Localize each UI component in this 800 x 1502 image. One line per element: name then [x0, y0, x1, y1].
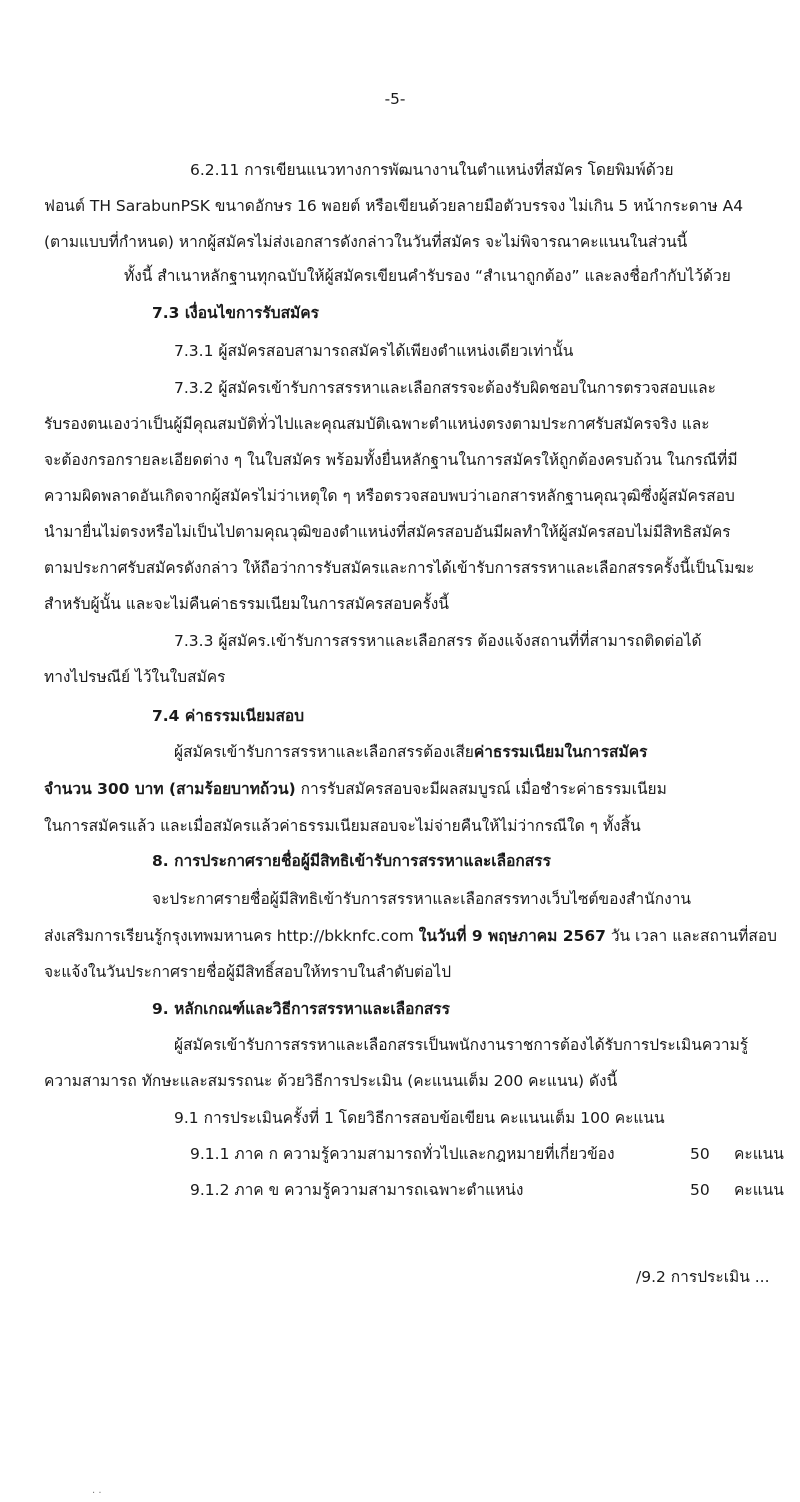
- paragraph-7-3-2-line-1: 7.3.2 ผู้สมัครเข้ารับการสรรหาและเลือกสรรจะต้องรับผิดชอบในการตรวจสอบและ: [174, 379, 716, 397]
- continuation-marker: /9.2 การประเมิน ...: [636, 1268, 770, 1286]
- paragraph-7-3-1: 7.3.1 ผู้สมัครสอบสามารถสมัครได้เพียงตำแหน่งเดียวเท่านั้น: [174, 342, 574, 360]
- score-item-unit: คะแนน: [734, 1145, 784, 1163]
- score-item-label: 9.1.1 ภาค ก ความรู้ความสามารถทั่วไปและกฎหมายที่เกี่ยวข้อง: [190, 1145, 615, 1163]
- paragraph-6-2-11-line-2: ฟอนต์ TH SarabunPSK ขนาดอักษร 16 พอยต์ หรือเขียนด้วยลายมือตัวบรรจง ไม่เกิน 5 หน้ากระดาษ A4: [44, 197, 744, 215]
- paragraph-8-line-3: จะแจ้งในวันประกาศรายชื่อผู้มีสิทธิ์สอบให้ทราบในลำดับต่อไป: [44, 963, 452, 981]
- fee-text: ผู้สมัครเข้ารับการสรรหาและเลือกสรรต้องเสีย: [174, 743, 474, 761]
- score-item-value: 50: [690, 1181, 710, 1199]
- announcement-tail: วัน เวลา และสถานที่สอบ: [605, 927, 777, 945]
- paragraph-6-2-11-line-1: 6.2.11 การเขียนแนวทางการพัฒนางานในตำแหน่งที่สมัคร โดยพิมพ์ด้วย: [190, 161, 674, 179]
- heading-9: 9. หลักเกณฑ์และวิธีการสรรหาและเลือกสรร: [152, 1000, 450, 1018]
- paragraph-7-3-2-line-4: ความผิดพลาดอันเกิดจากผู้สมัครไม่ว่าเหตุใด ๆ หรือตรวจสอบพบว่าเอกสารหลักฐานคุณวุฒิซึ่งผู้สมัครสอบ: [44, 487, 735, 505]
- page-number: -5-: [384, 90, 406, 108]
- paragraph-9-line-1: ผู้สมัครเข้ารับการสรรหาและเลือกสรรเป็นพนักงานราชการต้องได้รับการประเมินความรู้: [174, 1036, 749, 1054]
- paragraph-7-3-2-line-6: ตามประกาศรับสมัครดังกล่าว ให้ถือว่าการรับสมัครและการได้เข้ารับการสรรหาและเลือกสรรครั้งนี้เป็นโมฆะ: [44, 559, 755, 577]
- paragraph-7-3-2-line-2: รับรองตนเองว่าเป็นผู้มีคุณสมบัติทั่วไปและคุณสมบัติเฉพาะตำแหน่งตรงตามประกาศรับสมัครจริง และ: [44, 415, 710, 433]
- paragraph-7-3-2-line-5: นำมายื่นไม่ตรงหรือไม่เป็นไปตามคุณวุฒิของตำแหน่งที่สมัครสอบอันมีผลทำให้ผู้สมัครสอบไม่มีสิทธิสมัคร: [44, 523, 731, 541]
- paragraph-7-3-2-line-3: จะต้องกรอกรายละเอียดต่าง ๆ ในใบสมัคร พร้อมทั้งยื่นหลักฐานในการสมัครให้ถูกต้องครบถ้วน ในกรณีที่มี: [44, 451, 738, 469]
- paragraph-7-3-3-line-1: 7.3.3 ผู้สมัคร.เข้ารับการสรรหาและเลือกสรร ต้องแจ้งสถานที่ที่สามารถติดต่อได้: [174, 632, 702, 650]
- fee-emphasis: ค่าธรรมเนียมในการสมัคร: [473, 743, 648, 761]
- paragraph-7-4-line-3: ในการสมัครแล้ว และเมื่อสมัครแล้วค่าธรรมเนียมสอบจะไม่จ่ายคืนให้ไม่ว่ากรณีใด ๆ ทั้งสิ้น: [44, 817, 641, 835]
- paragraph-8-line-1: จะประกาศรายชื่อผู้มีสิทธิเข้ารับการสรรหาและเลือกสรรทางเว็บไซต์ของสำนักงาน: [152, 890, 692, 908]
- paragraph-9-1: 9.1 การประเมินครั้งที่ 1 โดยวิธีการสอบข้อเขียน คะแนนเต็ม 100 คะแนน: [174, 1109, 665, 1127]
- paragraph-7-4-line-1: [174, 741, 647, 763]
- paragraph-7-3-3-line-2: ทางไปรษณีย์ ไว้ในใบสมัคร: [44, 668, 226, 686]
- score-item-label: 9.1.2 ภาค ข ความรู้ความสามารถเฉพาะตำแหน่ง: [190, 1181, 524, 1199]
- paragraph-9-line-2: ความสามารถ ทักษะและสมรรถนะ ด้วยวิธีการประเมิน (คะแนนเต็ม 200 คะแนน) ดังนี้: [44, 1072, 618, 1090]
- heading-8: 8. การประกาศรายชื่อผู้มีสิทธิเข้ารับการสรรหาและเลือกสรร: [152, 852, 551, 870]
- score-item-unit: คะแนน: [734, 1181, 784, 1199]
- paragraph-6-2-11-line-3: (ตามแบบที่กำหนด) หากผู้สมัครไม่ส่งเอกสารดังกล่าวในวันที่สมัคร จะไม่พิจารณาคะแนนในส่วนนี้: [44, 233, 688, 251]
- paragraph-7-3-2-line-7: สำหรับผู้นั้น และจะไม่คืนค่าธรรมเนียมในการสมัครสอบครั้งนี้: [44, 595, 449, 613]
- fee-condition: การรับสมัครสอบจะมีผลสมบูรณ์ เมื่อชำระค่าธรรมเนียม: [295, 780, 667, 798]
- paragraph-8-line-2: [44, 925, 777, 947]
- heading-7-3: 7.3 เงื่อนไขการรับสมัคร: [152, 304, 319, 322]
- scan-speck: · ·: [92, 1488, 102, 1499]
- announcement-date: ในวันที่ 9 พฤษภาคม 2567: [418, 927, 606, 945]
- paragraph-7-4-line-2: [44, 778, 667, 800]
- certification-note: ทั้งนี้ สำเนาหลักฐานทุกฉบับให้ผู้สมัครเขียนคำรับรอง “สำเนาถูกต้อง” และลงชื่อกำกับไว้ด้วย: [124, 267, 731, 285]
- website-text: ส่งเสริมการเรียนรู้กรุงเทพมหานคร http://bkknfc.com: [44, 927, 419, 945]
- fee-amount: จำนวน 300 บาท (สามร้อยบาทถ้วน): [44, 780, 296, 798]
- heading-7-4: 7.4 ค่าธรรมเนียมสอบ: [152, 707, 305, 725]
- score-item-value: 50: [690, 1145, 710, 1163]
